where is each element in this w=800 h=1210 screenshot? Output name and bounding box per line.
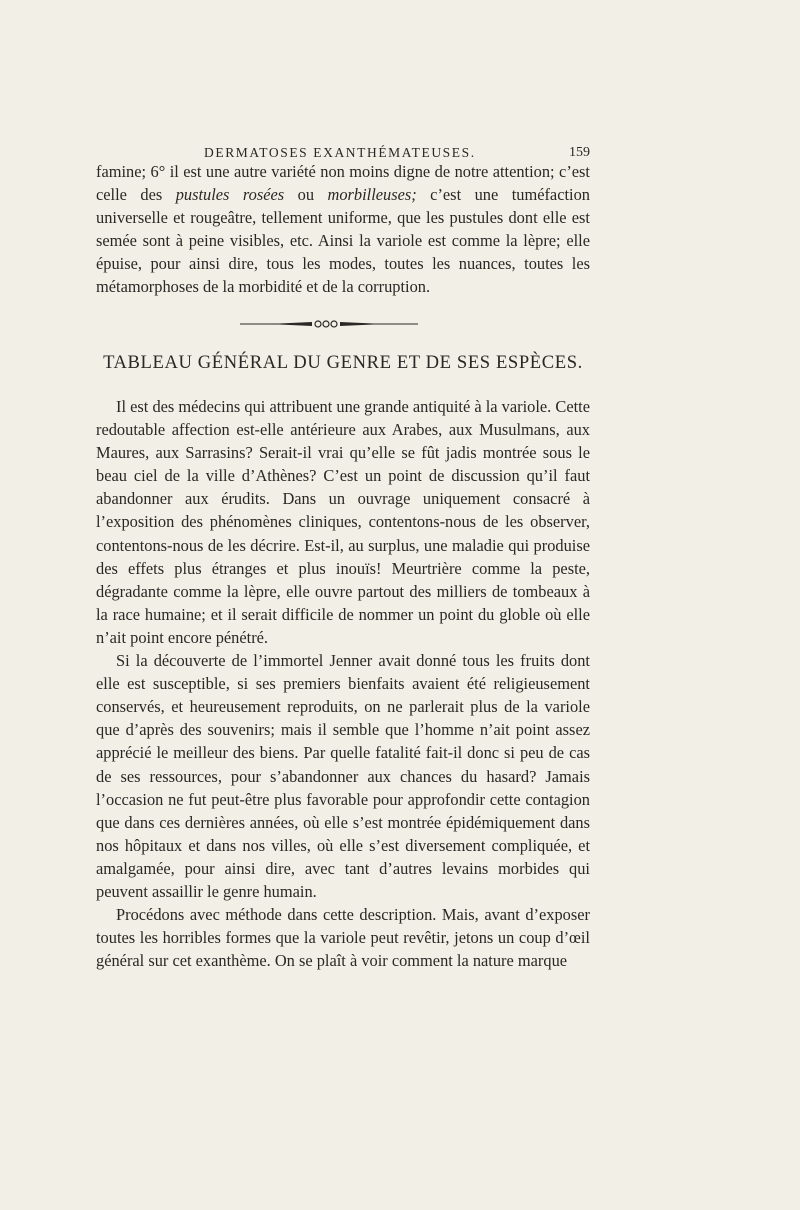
intro-text-3: c’est une tuméfaction universelle et rougeâtre, tellement uniforme, que les pustules dont elle est semée sont à peine visibles, etc. Ainsi la variole est comme la lèpre; elle épuise, pour ainsi dire, tous les modes, toutes les nuances, toutes les métamorphoses de la morbidité et de la corruption. bbox=[96, 185, 590, 297]
paragraph-1: Il est des médecins qui attribuent une grande antiquité à la variole. Cette redoutable affection est-elle antérieure aux Arabes, aux Musulmans, aux Maures, aux Sarrasins? Serait-il vrai qu’elle se fût jadis montrée sous le beau ciel de la ville d’Athènes? C’est un point de discussion qu’il faut abandonner aux érudits. Dans un ouvrage uniquement consacré à l’exposition des phénomènes cliniques, contentons-nous de les observer, contentons-nous de les décrire. Est-il, au surplus, une maladie qui produise des effets plus étranges et plus inouïs! Meurtrière comme la peste, dégradante comme la lèpre, elle ouvre partout des milliers de tombeaux à la race humaine; et il serait difficile de nommer un point du globle où elle n’ait point encore pénétré. bbox=[96, 397, 590, 647]
paragraph-3: Procédons avec méthode dans cette description. Mais, avant d’exposer toutes les horribles formes que la variole peut revêtir, jetons un coup d’œil général sur cet exanthème. On se plaît à voir comment la nature marque bbox=[96, 905, 590, 971]
section-title: TABLEAU GÉNÉRAL DU GENRE ET DE SES ESPÈCES. bbox=[103, 352, 583, 373]
intro-emphasis-1: pustules rosées bbox=[175, 185, 285, 205]
intro-text-1: famine; 6° il est une autre variété non moins digne de notre attention; c’est celle des bbox=[96, 162, 590, 205]
running-title: DERMATOSES EXANTHÉMATEUSES. bbox=[204, 145, 476, 160]
body-text bbox=[96, 395, 590, 972]
intro-paragraph bbox=[96, 160, 590, 299]
paragraph-2: Si la découverte de l’immortel Jenner avait donné tous les fruits dont elle est susceptible, si ses premiers bienfaits avaient été religieusement conservés, et heureusement reproduits, on ne parlerait plus de la variole que d’après des souvenirs; mais il semble que l’homme n’ait point assez apprécié le meilleur des biens. Par quelle fatalité fait-il donc si peu de cas de ses ressources, pour s’abandonner aux chances du hasard? Jamais l’occasion ne fut peut-être plus favorable pour approfondir cette contagion que dans ces dernières années, où elle s’est montrée épidémiquement dans nos hôpitaux et dans nos villes, où elle s’est diversement compliquée, et amalgamée, pour ainsi dire, avec tant d’autres levains morbides qui peuvent assaillir le genre humain. bbox=[96, 651, 590, 901]
intro-text-2: ou bbox=[284, 185, 328, 205]
page-number: 159 bbox=[569, 145, 590, 160]
ornamental-divider bbox=[240, 318, 418, 330]
intro-emphasis-2: morbilleuses; bbox=[327, 185, 417, 205]
